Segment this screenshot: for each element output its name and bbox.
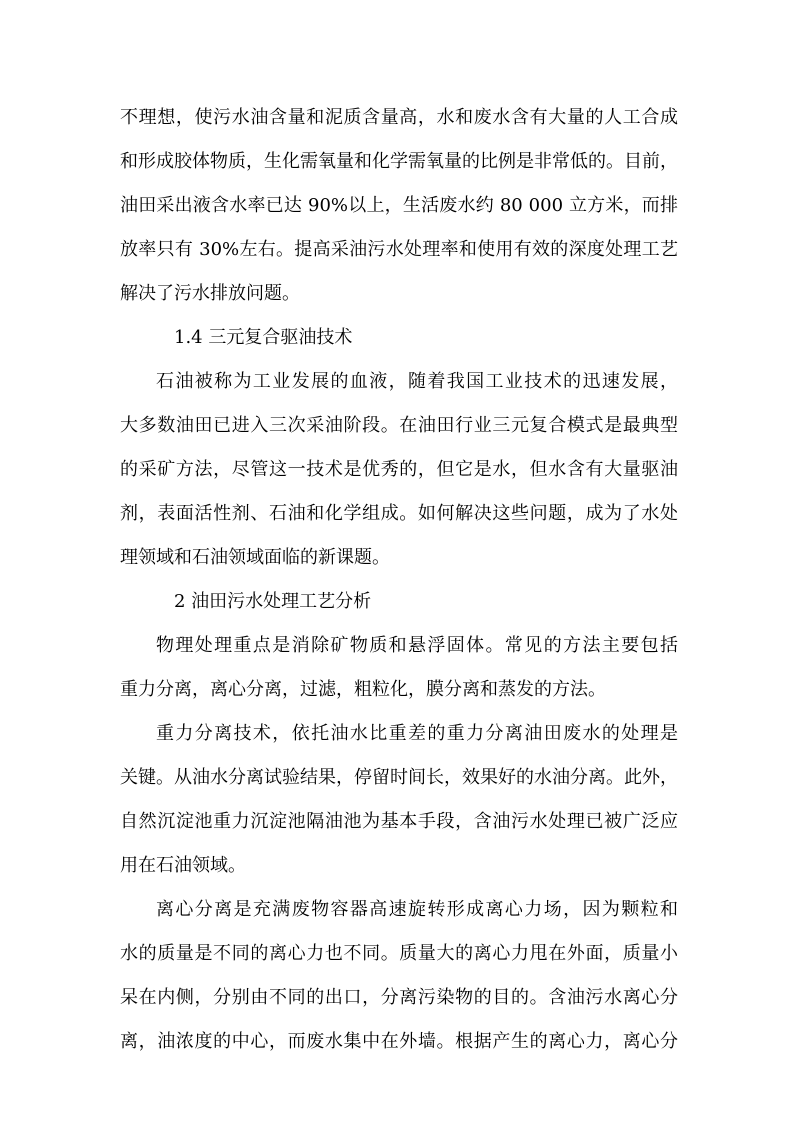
text-line: 不理想，使污水油含量和泥质含量高，水和废水含有大量的人工合成 [120, 107, 678, 128]
text-line: 水的质量是不同的离心力也不同。质量大的离心力甩在外面，质量小 [120, 943, 678, 964]
text-line: 解决了污水排放问题。 [120, 283, 300, 304]
text-line: 重力分离技术，依托油水比重差的重力分离油田废水的处理是 [156, 723, 678, 744]
text-line: 物理处理重点是消除矿物质和悬浮固体。常见的方法主要包括 [156, 635, 678, 656]
paragraph-wastewater-intro [120, 96, 678, 316]
section-heading-1-4: 1.4 三元复合驱油技术 [174, 327, 353, 348]
document-page [120, 96, 678, 1064]
text-line: 石油被称为工业发展的血液，随着我国工业技术的迅速发展， [156, 371, 678, 392]
section-heading-2: 2 油田污水处理工艺分析 [174, 591, 372, 612]
paragraph-centrifugal-separation [120, 888, 678, 1064]
text-line: 离，油浓度的中心，而废水集中在外墙。根据产生的离心力，离心分 [120, 1031, 678, 1052]
text-line: 呆在内侧，分别由不同的出口，分离污染物的目的。含油污水离心分 [120, 987, 678, 1008]
paragraph-asp-flooding [120, 360, 678, 580]
text-line: 剂，表面活性剂、石油和化学组成。如何解决这些问题，成为了水处 [120, 503, 678, 524]
text-line: 和形成胶体物质，生化需氧量和化学需氧量的比例是非常低的。目前， [120, 151, 678, 172]
text-line: 的采矿方法，尽管这一技术是优秀的，但它是水，但水含有大量驱油 [120, 459, 678, 480]
text-line: 油田采出液含水率已达 90%以上，生活废水约 80 000 立方米，而排 [120, 195, 678, 216]
text-line: 理领域和石油领域面临的新课题。 [120, 547, 390, 568]
paragraph-physical-treatment [120, 624, 678, 712]
text-line: 用在石油领域。 [120, 855, 246, 876]
text-line: 自然沉淀池重力沉淀池隔油池为基本手段，含油污水处理已被广泛应 [120, 811, 678, 832]
text-line: 离心分离是充满废物容器高速旋转形成离心力场，因为颗粒和 [156, 899, 678, 920]
text-line: 关键。从油水分离试验结果，停留时间长，效果好的水油分离。此外， [120, 767, 678, 788]
text-line: 重力分离，离心分离，过滤，粗粒化，膜分离和蒸发的方法。 [120, 679, 606, 700]
text-line: 放率只有 30%左右。提高采油污水处理率和使用有效的深度处理工艺 [120, 239, 678, 260]
paragraph-gravity-separation [120, 712, 678, 888]
text-line: 大多数油田已进入三次采油阶段。在油田行业三元复合模式是最典型 [120, 415, 678, 436]
